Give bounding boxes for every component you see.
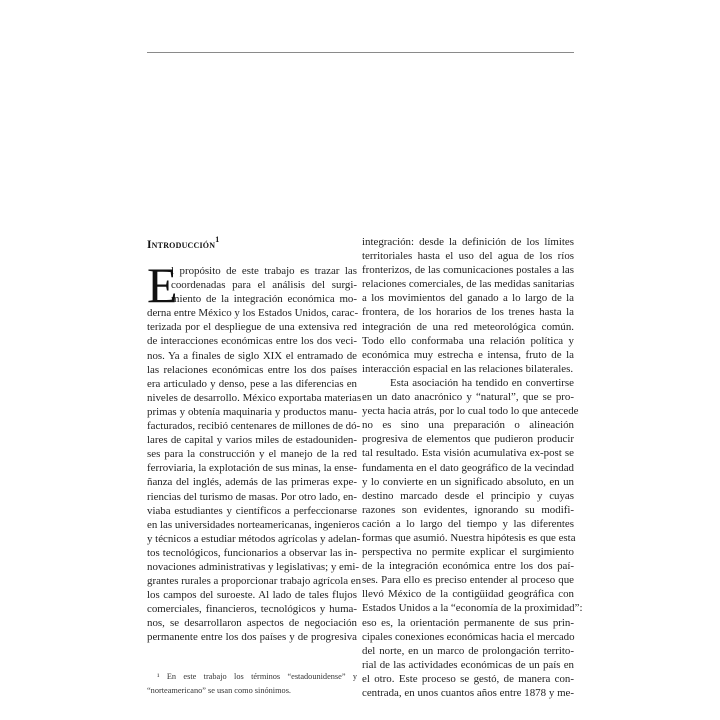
text-line: centrada, en unos cuantos años entre 1878 y me- bbox=[362, 687, 574, 699]
text-line: derna entre México y los Estados Unidos, carac- bbox=[147, 307, 359, 320]
text-line: territoriales hasta el uso del agua de los ríos bbox=[362, 250, 574, 263]
text-line: las relaciones económicas entre los dos países bbox=[147, 363, 357, 376]
text-line: de la integración económica entre los dos paí- bbox=[362, 560, 574, 573]
text-line: perspectiva no permite explicar el surgimiento bbox=[362, 546, 574, 559]
text-line: Esta asociación ha tendido en convertirse bbox=[390, 376, 574, 389]
left-column bbox=[147, 257, 362, 645]
right-column bbox=[362, 235, 583, 700]
text-line: rial de las actividades económicas de un país en bbox=[362, 658, 574, 671]
text-line: riencias del turismo de masas. Por otro lado, en- bbox=[147, 490, 357, 503]
text-line: comerciales, financieros, tecnológicos y huma- bbox=[147, 603, 357, 616]
text-line: coordenadas para el análisis del surgi- bbox=[171, 279, 357, 292]
footnote-marker: 1 bbox=[215, 235, 220, 244]
text-line: integración de una red meteorológica común. bbox=[362, 320, 574, 333]
text-line: ferroviaria, la explotación de sus minas, la ense- bbox=[147, 462, 358, 475]
text-line: yecta hacia atrás, por lo cual todo lo que antecede bbox=[362, 405, 579, 418]
text-line: l propósito de este trabajo es trazar las bbox=[171, 265, 357, 277]
text-line: formas que asumió. Nuestra hipótesis es que esta bbox=[362, 531, 576, 544]
text-line: destino marcado desde el principio y cuyas bbox=[362, 489, 574, 502]
text-line: los campos del suroeste. Al lado de tales flujos bbox=[147, 589, 357, 602]
text-line: ¹ En este trabajo los términos “estadounidense” y bbox=[157, 672, 357, 681]
drop-cap: E bbox=[147, 257, 178, 313]
text-line: fronterizos, de las comunicaciones postales a las bbox=[362, 264, 574, 277]
text-line: primas y obtenía maquinaria y productos manu- bbox=[147, 405, 357, 418]
text-line: era articulado y denso, pese a las diferencias en bbox=[147, 377, 357, 390]
text-line: y técnicos a estudiar métodos agrícolas y adelan- bbox=[147, 532, 361, 545]
text-line: niveles de desarrollo. México exportaba materias bbox=[147, 391, 362, 404]
text-line: el otro. Este proceso se gestó, de manera con- bbox=[362, 672, 574, 685]
text-line: llevó México de la contigüidad geográfica con bbox=[362, 588, 574, 601]
text-line: progresiva de elementos que pudieron producir bbox=[362, 433, 574, 446]
text-line: interacción espacial en las relaciones bilaterales. bbox=[362, 362, 574, 375]
text-line: no es sino una preparación o alineación bbox=[362, 419, 574, 432]
text-line: viaba estudiantes y científicos a perfeccionarse bbox=[147, 504, 357, 517]
text-line: cipales conexiones económicas hacia el mercado bbox=[362, 630, 575, 643]
text-line: cación a lo largo del tiempo y las diferentes bbox=[362, 517, 574, 530]
text-line: de interacciones económicas entre los dos veci- bbox=[147, 335, 357, 348]
text-line: relaciones comerciales, de las medidas sanitarias bbox=[362, 278, 575, 291]
text-line: Todo ello conformaba una relación política y bbox=[362, 334, 574, 347]
text-line: tal resultado. Esta visión acumulativa ex-post se bbox=[362, 447, 574, 460]
text-line: terizada por el despliegue de una extensiva red bbox=[147, 321, 357, 334]
text-line: “norteamericano” se usan como sinónimos. bbox=[147, 686, 292, 696]
text-line: permanente entre los dos países y de progresiva bbox=[147, 631, 357, 644]
heading-title: Introducción bbox=[147, 238, 216, 251]
text-line: novaciones administrativas y legislativas; y emi- bbox=[147, 560, 360, 573]
text-line: a los movimientos del ganado a lo largo de la bbox=[362, 292, 574, 305]
text-line: Estados Unidos a la “economía de la proximidad”: bbox=[362, 602, 583, 615]
text-line: en un dato anacrónico y “natural”, que se pro- bbox=[362, 391, 574, 404]
text-line: grantes rurales a proporcionar trabajo agrícola en bbox=[147, 575, 362, 588]
text-line: nos, se desarrollaron aspectos de negociación bbox=[147, 617, 357, 630]
text-line: ñanza del inglés, además de las primeras expe- bbox=[147, 476, 357, 489]
text-line: facturados, recibió centenares de millones de dó- bbox=[147, 420, 361, 433]
text-line: y lo convierte en un significado absoluto, en un bbox=[362, 475, 574, 488]
text-line: económica muy estrecha e intensa, fruto de la bbox=[362, 348, 574, 361]
text-line: ses para la construcción y el manejo de la red bbox=[147, 448, 357, 461]
text-line: nos. Ya a finales de siglo XIX el entramado de bbox=[147, 349, 357, 362]
text-line: ses. Para ello es preciso entender al proceso que bbox=[362, 574, 574, 587]
text-line: frontera, de los horarios de los trenes hasta la bbox=[362, 306, 574, 319]
text-line: en las universidades norteamericanas, ingenieros bbox=[147, 518, 360, 531]
section-heading bbox=[147, 236, 219, 251]
text-line: tos tecnológicos, funcionarios a observar las in- bbox=[147, 546, 357, 559]
footnote bbox=[147, 671, 357, 699]
header-rule bbox=[147, 52, 574, 53]
text-line: razones son evidentes, ignorando su modifi- bbox=[362, 503, 574, 516]
text-line: miento de la integración económica mo- bbox=[171, 293, 357, 306]
text-line: del norte, en un marco de prolongación territo- bbox=[362, 644, 574, 657]
text-line: integración: desde la definición de los límites bbox=[362, 236, 574, 248]
text-line: lares de capital y varios miles de estadouniden- bbox=[147, 434, 357, 447]
text-line: fundamenta en el dato geográfico de la vecindad bbox=[362, 461, 574, 474]
text-line: eso es, la orientación permanente de sus prin- bbox=[362, 616, 574, 629]
